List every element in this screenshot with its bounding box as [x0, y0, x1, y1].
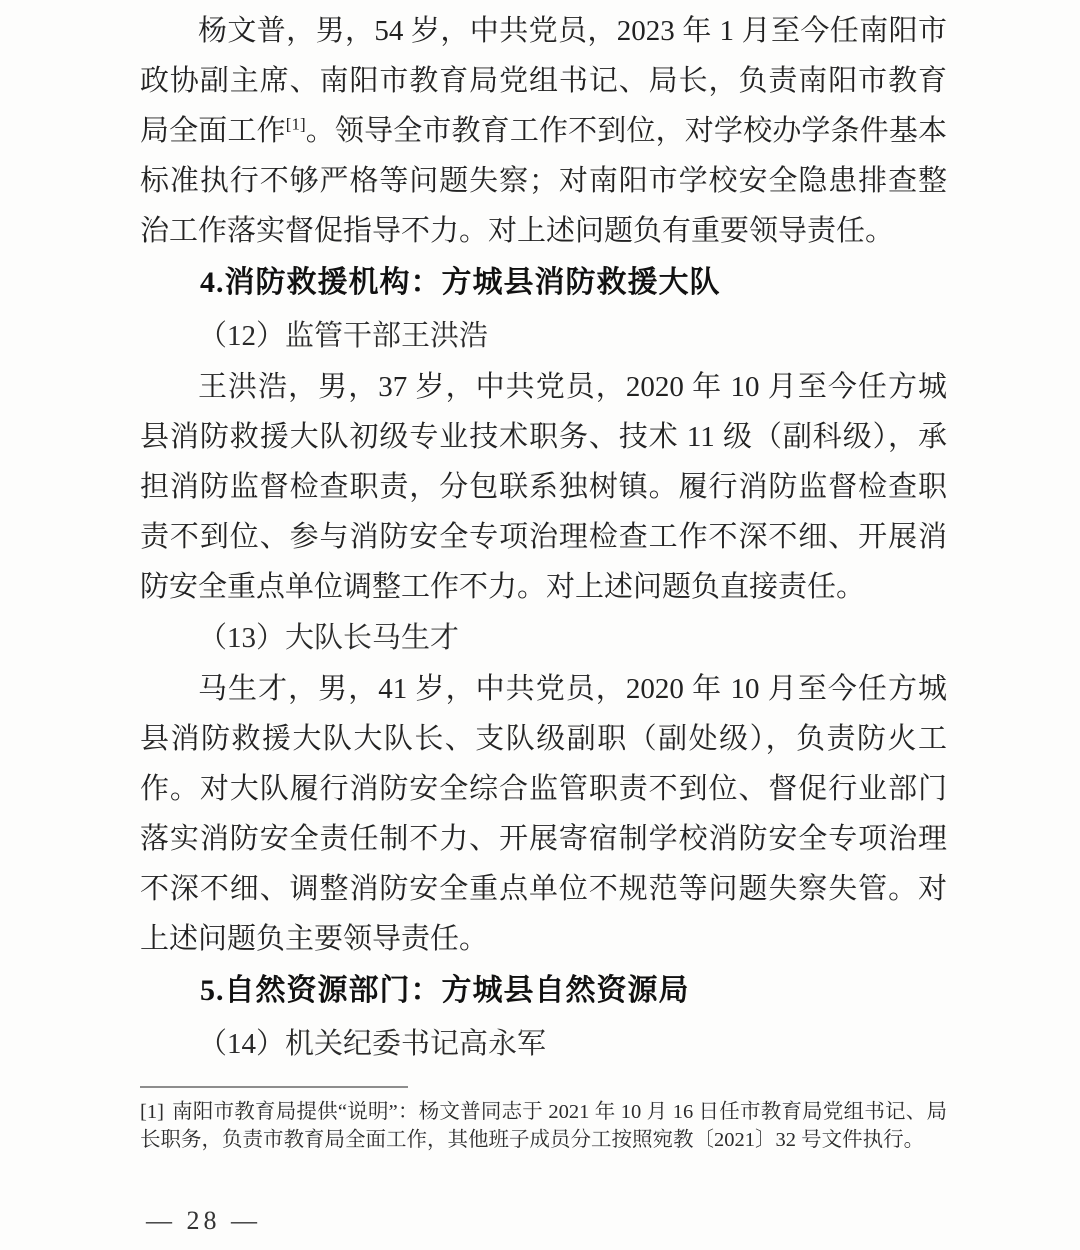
- paragraph-ma-shengcai: 马生才，男，41 岁，中共党员，2020 年 10 月至今任方城县消防救援大队大队长、支队级副职（副处级），负责防火工作。对大队履行消防安全综合监管职责不到位、督促行业部门落实消防安全责任制不力、开展寄宿制学校消防安全专项治理不深不细、调整消防安全重点单位不规范等问题失察失管。对上述问题负主要领导责任。: [140, 673, 947, 955]
- footnote-reference-superscript: [1]: [285, 114, 306, 134]
- list-item-12-wang-honghao: （12）监管干部王洪浩: [198, 320, 489, 352]
- paragraph-wang-honghao: 王洪浩，男，37 岁，中共党员，2020 年 10 月至今任方城县消防救援大队初级专业技术职务、技术 11 级（副科级），承担消防监督检查职责，分包联系独树镇。履行消防监督检查职责不到位、参与消防安全专项治理检查工作不深不细、开展消防安全重点单位调整工作不力。对上述问题负直接责任。: [140, 371, 947, 603]
- footnote-text: [140, 1098, 947, 1154]
- footnote-body: 南阳市教育局提供“说明”：杨文普同志于 2021 年 10 月 16 日任市教育局党组书记、局长职务，负责市教育局全面工作，其他班子成员分工按照宛教〔2021〕32 号文件执行。: [140, 1101, 947, 1151]
- list-item-13-ma-shengcai: （13）大队长马生才: [198, 622, 460, 654]
- paragraph-yang-wenpu: [140, 6, 947, 256]
- footnote-marker: [1]: [140, 1101, 164, 1123]
- list-item-14-gao-yongjun: （14）机关纪委书记高永军: [198, 1028, 547, 1060]
- paragraph-text-before-footnote: 杨文普，男，54 岁，中共党员，2023 年 1 月至今任南阳市政协副主席、南阳市教育局党组书记、局长，负责南阳市教育局全面工作: [140, 15, 947, 147]
- section-heading-5-natural-resources: 5.自然资源部门：方城县自然资源局: [200, 974, 690, 1007]
- paragraph-text-after-footnote: 。领导全市教育工作不到位，对学校办学条件基本标准执行不够严格等问题失察；对南阳市学校安全隐患排查整治工作落实督促指导不力。对上述问题负有重要领导责任。: [140, 115, 947, 247]
- footnote-divider-line: [140, 1086, 408, 1088]
- section-heading-4-fire-rescue: 4.消防救援机构：方城县消防救援大队: [200, 266, 721, 299]
- footnote-block: [140, 1086, 947, 1154]
- page-number: — 28 —: [146, 1206, 261, 1235]
